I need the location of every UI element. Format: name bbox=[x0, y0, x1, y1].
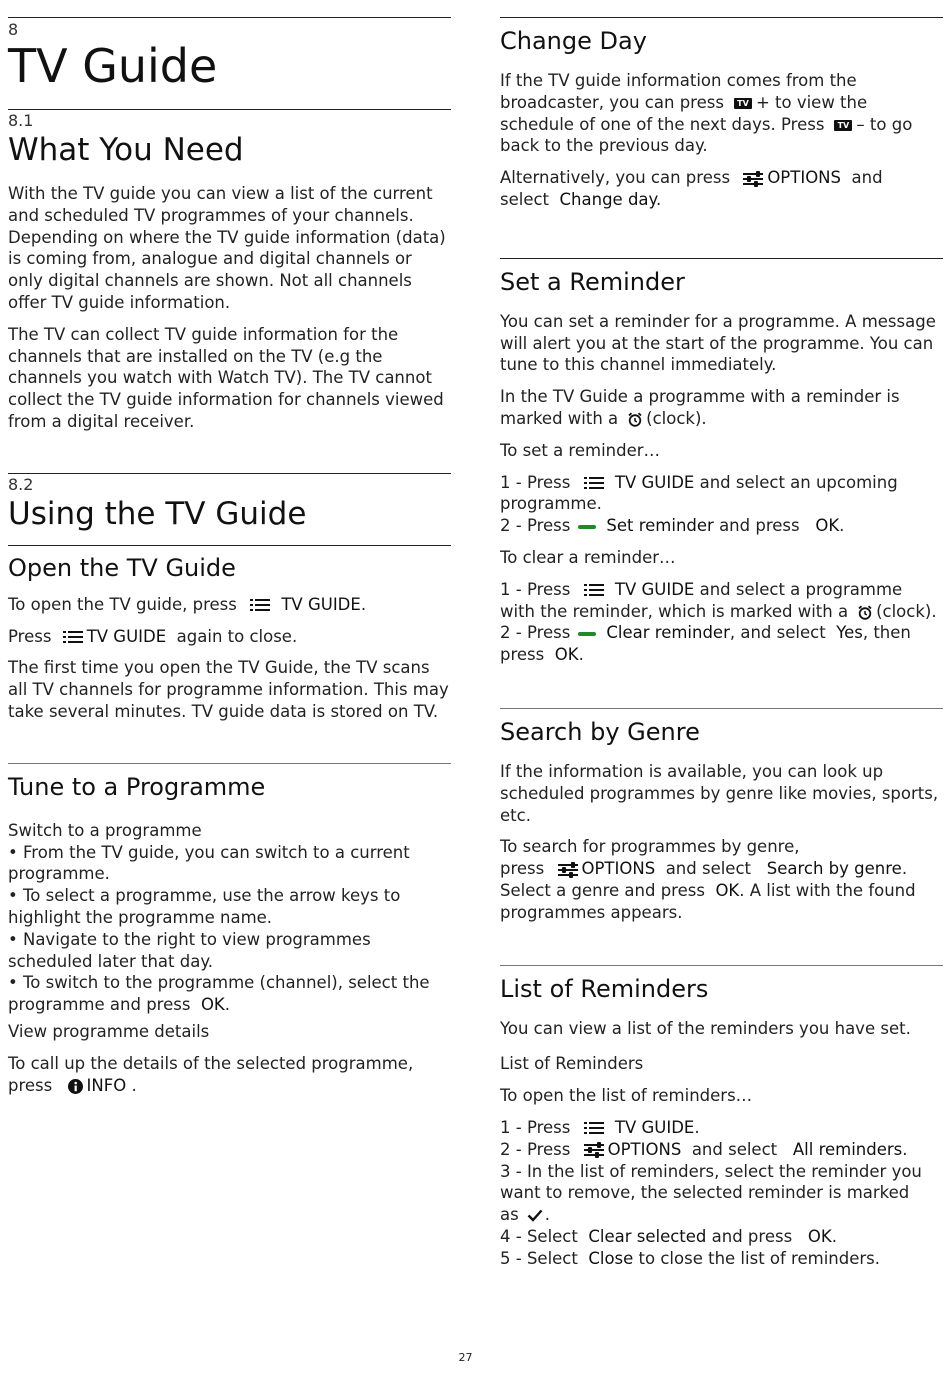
options-icon bbox=[743, 172, 763, 186]
divider bbox=[8, 473, 451, 474]
text-line: To call up the details of the selected programme, bbox=[8, 1053, 414, 1073]
tv-guide-list-icon bbox=[584, 477, 604, 489]
text-line: programmes appears. bbox=[500, 902, 683, 922]
subsection-title: Open the TV Guide bbox=[8, 553, 236, 582]
divider bbox=[8, 545, 451, 546]
tv-key-icon: TV bbox=[734, 98, 752, 109]
tv-key-icon: TV bbox=[834, 120, 852, 131]
section-number: 8.1 bbox=[8, 111, 34, 130]
text-line: schedule of one of the next days. Press TV – to go bbox=[500, 114, 913, 134]
text-line: To search for programmes by genre, bbox=[500, 837, 800, 857]
step-item: want to remove, the selected reminder is marked bbox=[500, 1183, 910, 1203]
options-icon bbox=[584, 1143, 604, 1157]
text-line: If the TV guide information comes from the bbox=[500, 71, 857, 90]
subsection-title: List of Reminders bbox=[500, 974, 709, 1003]
sub-heading: List of Reminders bbox=[500, 1054, 644, 1074]
divider bbox=[500, 965, 943, 966]
green-key-icon bbox=[578, 632, 596, 636]
step-item: 2 - Press OPTIONS and select All reminders. bbox=[500, 1139, 908, 1159]
text-line: broadcaster, you can press TV + to view the bbox=[500, 92, 868, 112]
paragraph: The first time you open the TV Guide, the TV scans all TV channels for programme information. This may take several minutes. TV guide data is stored on TV. bbox=[8, 658, 449, 721]
chapter-title: TV Guide bbox=[8, 39, 218, 93]
subsection-title: Change Day bbox=[500, 27, 647, 55]
text-line: To set a reminder… bbox=[500, 440, 661, 460]
sub-heading: View programme details bbox=[8, 1021, 210, 1041]
paragraph: You can view a list of the reminders you have set. bbox=[500, 1018, 911, 1038]
section-number: 8.2 bbox=[8, 474, 34, 494]
step-item: 5 - Select Close to close the list of reminders. bbox=[500, 1248, 880, 1268]
step-item: 1 - Press TV GUIDE and select an upcoming bbox=[500, 472, 898, 492]
green-key-icon bbox=[578, 525, 596, 529]
subsection-title: Search by Genre bbox=[500, 717, 700, 746]
text-line: press INFO . bbox=[8, 1075, 137, 1095]
text-line: Press TV GUIDE again to close. bbox=[8, 626, 298, 646]
right-column bbox=[500, 0, 943, 1269]
clock-icon bbox=[628, 412, 642, 427]
bullet-item: • Navigate to the right to view programmes scheduled later that day. bbox=[8, 929, 371, 971]
step-item: with the reminder, which is marked with a (clock). bbox=[500, 601, 937, 621]
tv-guide-list-icon bbox=[584, 584, 604, 596]
tv-guide-list-icon bbox=[250, 599, 270, 611]
text-line: To open the list of reminders… bbox=[500, 1086, 753, 1106]
bullet-item: • From the TV guide, you can switch to a current programme. bbox=[8, 842, 410, 884]
text-line: Select a genre and press OK. A list with the found bbox=[500, 880, 916, 900]
sub-heading: Switch to a programme bbox=[8, 820, 202, 840]
step-item: 1 - Press TV GUIDE and select a programme bbox=[500, 579, 903, 599]
step-item: 2 - Press Set reminder and press OK. bbox=[500, 516, 845, 536]
divider bbox=[8, 17, 451, 18]
tv-guide-list-icon bbox=[584, 1122, 604, 1134]
chapter-number: 8 bbox=[8, 20, 19, 39]
section-title: What You Need bbox=[8, 132, 244, 168]
subsection-title: Set a Reminder bbox=[500, 267, 685, 296]
options-icon bbox=[558, 863, 578, 877]
page-number: 27 bbox=[458, 1351, 473, 1364]
bullet-item: • To select a programme, use the arrow keys to highlight the programme name. bbox=[8, 886, 401, 927]
divider bbox=[8, 763, 451, 764]
tv-guide-list-icon bbox=[63, 631, 83, 643]
step-item: as . bbox=[500, 1205, 550, 1225]
section-title: Using the TV Guide bbox=[8, 495, 307, 532]
step-item: 1 - Press TV GUIDE. bbox=[500, 1117, 700, 1137]
text-line: press OPTIONS and select Search by genre. bbox=[500, 859, 908, 879]
text-line: marked with a (clock). bbox=[500, 408, 707, 428]
checkmark-icon bbox=[527, 1209, 543, 1222]
subsection-title: Tune to a Programme bbox=[8, 772, 266, 801]
step-item: programme. bbox=[500, 494, 602, 514]
divider bbox=[500, 708, 943, 709]
text-line: Alternatively, you can press OPTIONS and bbox=[500, 168, 883, 188]
divider bbox=[500, 258, 943, 259]
left-column bbox=[8, 0, 451, 1096]
step-item: 2 - Press Clear reminder, and select Yes, then bbox=[500, 623, 911, 643]
text-line: back to the previous day. bbox=[500, 136, 708, 156]
paragraph: With the TV guide you can view a list of the current and scheduled TV programmes of your channels. Depending on where the TV guide information (data) is coming from, analogue and digital channels or only digital channels are shown. Not all channels offer TV guide information. bbox=[8, 184, 446, 312]
bullet-item: • To switch to the programme (channel), select the programme and press OK. bbox=[8, 973, 430, 1015]
text-line: To open the TV guide, press TV GUIDE. bbox=[8, 594, 367, 614]
divider bbox=[8, 109, 451, 110]
text-line: select Change day. bbox=[500, 189, 662, 209]
paragraph: You can set a reminder for a programme. A message will alert you at the start of the programme. You can tune to this channel immediately. bbox=[500, 311, 936, 375]
text-line: To clear a reminder… bbox=[500, 547, 676, 567]
paragraph: The TV can collect TV guide information for the channels that are installed on the TV (e.g the channels you watch with Watch TV). The TV cannot collect the TV guide information for channels viewed from a digital receiver. bbox=[8, 324, 444, 431]
text-line: In the TV Guide a programme with a reminder is bbox=[500, 387, 900, 407]
divider bbox=[500, 17, 943, 18]
step-item: press OK. bbox=[500, 645, 584, 665]
paragraph: If the information is available, you can look up scheduled programmes by genre like movies, sports, etc. bbox=[500, 761, 939, 825]
step-item: 3 - In the list of reminders, select the reminder you bbox=[500, 1161, 922, 1181]
step-item: 4 - Select Clear selected and press OK. bbox=[500, 1226, 837, 1246]
info-icon bbox=[68, 1079, 83, 1094]
clock-icon bbox=[858, 605, 872, 620]
